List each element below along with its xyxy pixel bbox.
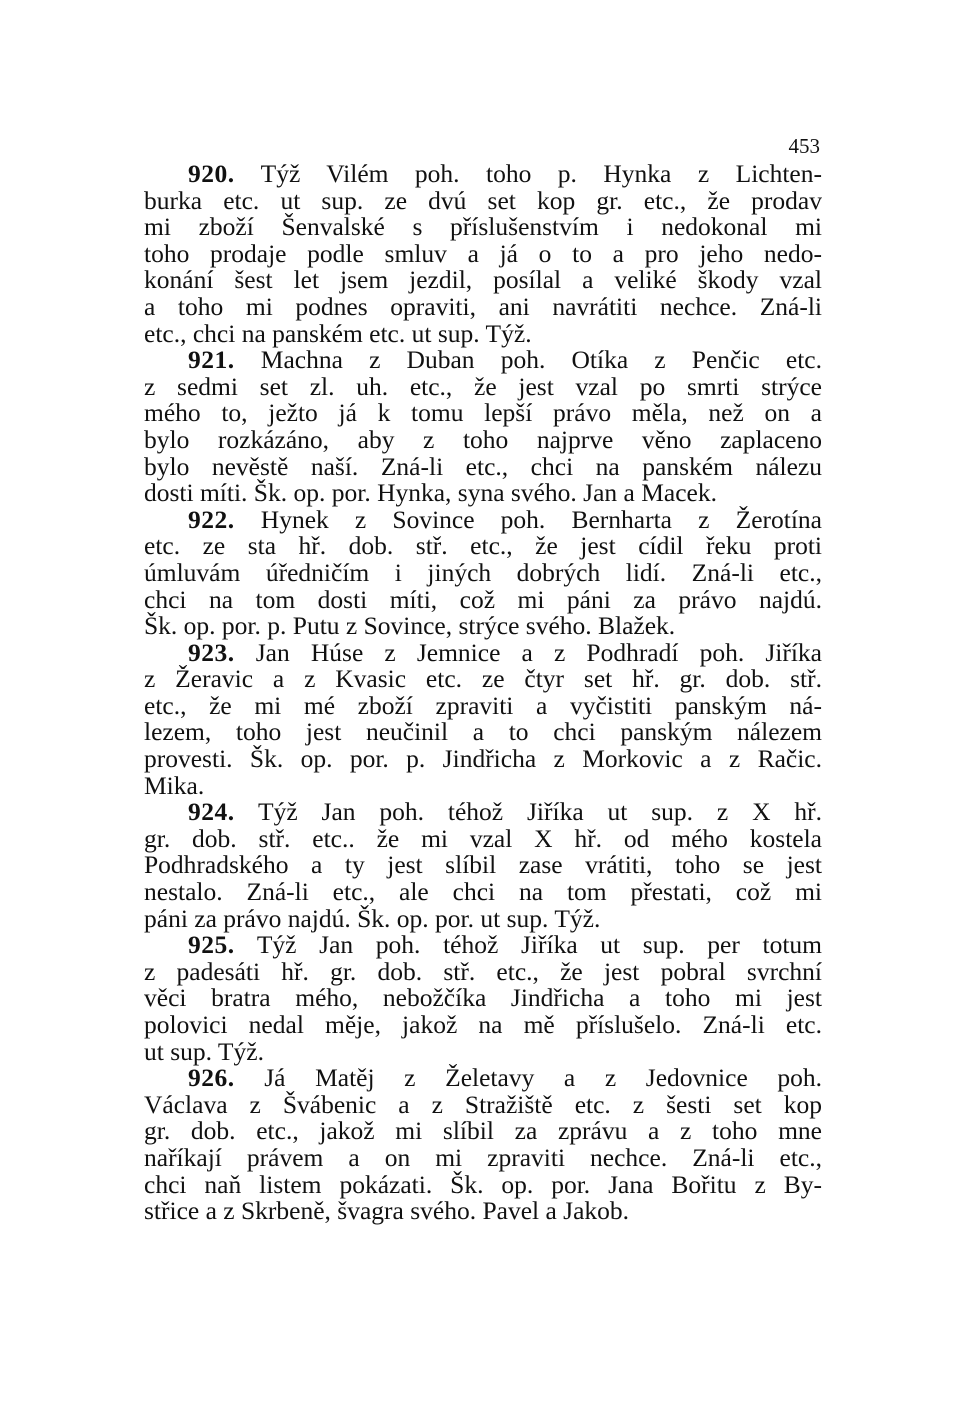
text-line: bylo rozkázáno, aby z toho najprve věno zaplaceno — [144, 424, 822, 454]
text-line: chci na tom dosti míti, což mi páni za právo najdú. — [144, 584, 822, 614]
entry-number: 923. — [188, 637, 235, 667]
text-line: ut sup. Týž. — [144, 1036, 264, 1066]
text-line — [144, 504, 822, 534]
text-line-content: Týž Jan poh. téhož Jiříka ut sup. z X hř. — [234, 797, 822, 827]
text-line-content: Hynek z Sovince poh. Bernharta z Žerotína — [234, 504, 822, 534]
text-line: dosti míti. Šk. op. por. Hynka, syna svého. Jan a Macek. — [144, 478, 717, 508]
document-body — [144, 161, 822, 1225]
text-line: toho prodaje podle smluv a já o to a pro jeho nedo- — [144, 238, 822, 268]
entry-number: 922. — [188, 504, 235, 534]
text-line — [144, 799, 822, 826]
text-line — [144, 932, 822, 959]
entry-number: 920. — [188, 159, 235, 188]
entry-922 — [144, 504, 822, 641]
text-line: z sedmi set zl. uh. etc., že jest vzal po smrti strýce — [144, 371, 822, 401]
text-line: Šk. op. por. p. Putu z Sovince, strýce svého. Blažek. — [144, 611, 676, 641]
text-line: etc., chci na panském etc. ut sup. Týž. — [144, 318, 532, 348]
text-line: a toho mi podnes opraviti, ani navrátiti nechce. Zná-li — [144, 291, 822, 321]
text-line: věci bratra mého, nebožčíka Jindřicha a toho mi jest — [144, 983, 822, 1013]
text-line: etc., že mi mé zboží zpraviti a vyčistiti panským ná- — [144, 690, 822, 720]
entry-number: 924. — [188, 797, 235, 827]
text-line: etc. ze sta hř. dob. stř. etc., že jest cídil řeku proti — [144, 531, 822, 561]
text-line-content: Jan Húse z Jemnice a z Podhradí poh. Jiříka — [234, 637, 822, 667]
entry-923 — [144, 637, 822, 800]
text-line: gr. dob. etc., jakož mi slíbil za zprávu a z toho mne — [144, 1116, 822, 1146]
text-line-content: Já Matěj z Želetavy a z Jedovnice poh. — [234, 1063, 822, 1093]
text-line: z Žeravic a z Kvasic etc. ze čtyr set hř. gr. dob. stř. — [144, 664, 822, 694]
text-line — [144, 637, 822, 667]
text-line-content: Týž Vilém poh. toho p. Hynka z Lichten- — [234, 159, 822, 188]
text-line: naříkají právem a on mi zpraviti nechce. Zná-li etc., — [144, 1142, 822, 1172]
text-line: lezem, toho jest neučinil a to chci panským nálezem — [144, 717, 822, 747]
text-line: mi zboží Šenvalské s příslušenstvím i nedokonal mi — [144, 212, 822, 242]
text-line: chci naň listem pokázati. Šk. op. por. Jana Bořitu z By- — [144, 1169, 822, 1199]
text-line: polovici nedal měje, jakož na mě příslušelo. Zná-li etc. — [144, 1010, 822, 1039]
entry-number: 926. — [188, 1063, 235, 1093]
text-line: mého to, ježto já k tomu lepší právo měla, než on a — [144, 398, 822, 428]
text-line: nestalo. Zná-li etc., ale chci na tom přestati, což mi — [144, 877, 822, 907]
text-line — [144, 347, 822, 374]
text-line-content: Týž Jan poh. téhož Jiříka ut sup. per totum — [234, 930, 822, 960]
text-line: Mika. — [144, 770, 205, 800]
text-line: z padesáti hř. gr. dob. stř. etc., že jest pobral svrchní — [144, 956, 822, 986]
entry-number: 921. — [188, 345, 235, 375]
text-line: Podhradského a ty jest slíbil zase vrátiti, toho se jest — [144, 850, 822, 880]
text-line: burka etc. ut sup. ze dvú set kop gr. etc., že prodav — [144, 185, 822, 215]
text-line-content: Machna z Duban poh. Otíka z Penčic etc. — [234, 345, 822, 375]
text-line: Václava z Švábenic a z Stražiště etc. z šesti set kop — [144, 1089, 822, 1119]
text-line — [144, 1065, 822, 1092]
entry-925 — [144, 932, 822, 1065]
page-number: 453 — [788, 134, 820, 158]
text-line — [144, 161, 822, 188]
entry-924 — [144, 799, 822, 932]
entry-926 — [144, 1065, 822, 1225]
text-line: střice a z Skrbeně, švagra svého. Pavel a Jakob. — [144, 1196, 630, 1226]
text-line: konání šest let jsem jezdil, posílal a veliké škody vzal — [144, 265, 822, 295]
text-line: bylo nevěstě naší. Zná-li etc., chci na panském nálezu — [144, 451, 822, 481]
text-line: gr. dob. stř. etc.. že mi vzal X hř. od mého kostela — [144, 823, 822, 853]
text-line: úmluvám úředničím i jiných dobrých lidí. Zná-li etc., — [144, 557, 822, 587]
text-line: páni za právo najdú. Šk. op. por. ut sup. Týž. — [144, 903, 601, 933]
text-line: provesti. Šk. op. por. p. Jindřicha z Morkovic a z Račic. — [144, 744, 822, 774]
entry-920 — [144, 161, 822, 347]
entry-921 — [144, 347, 822, 507]
entry-number: 925. — [188, 930, 235, 960]
